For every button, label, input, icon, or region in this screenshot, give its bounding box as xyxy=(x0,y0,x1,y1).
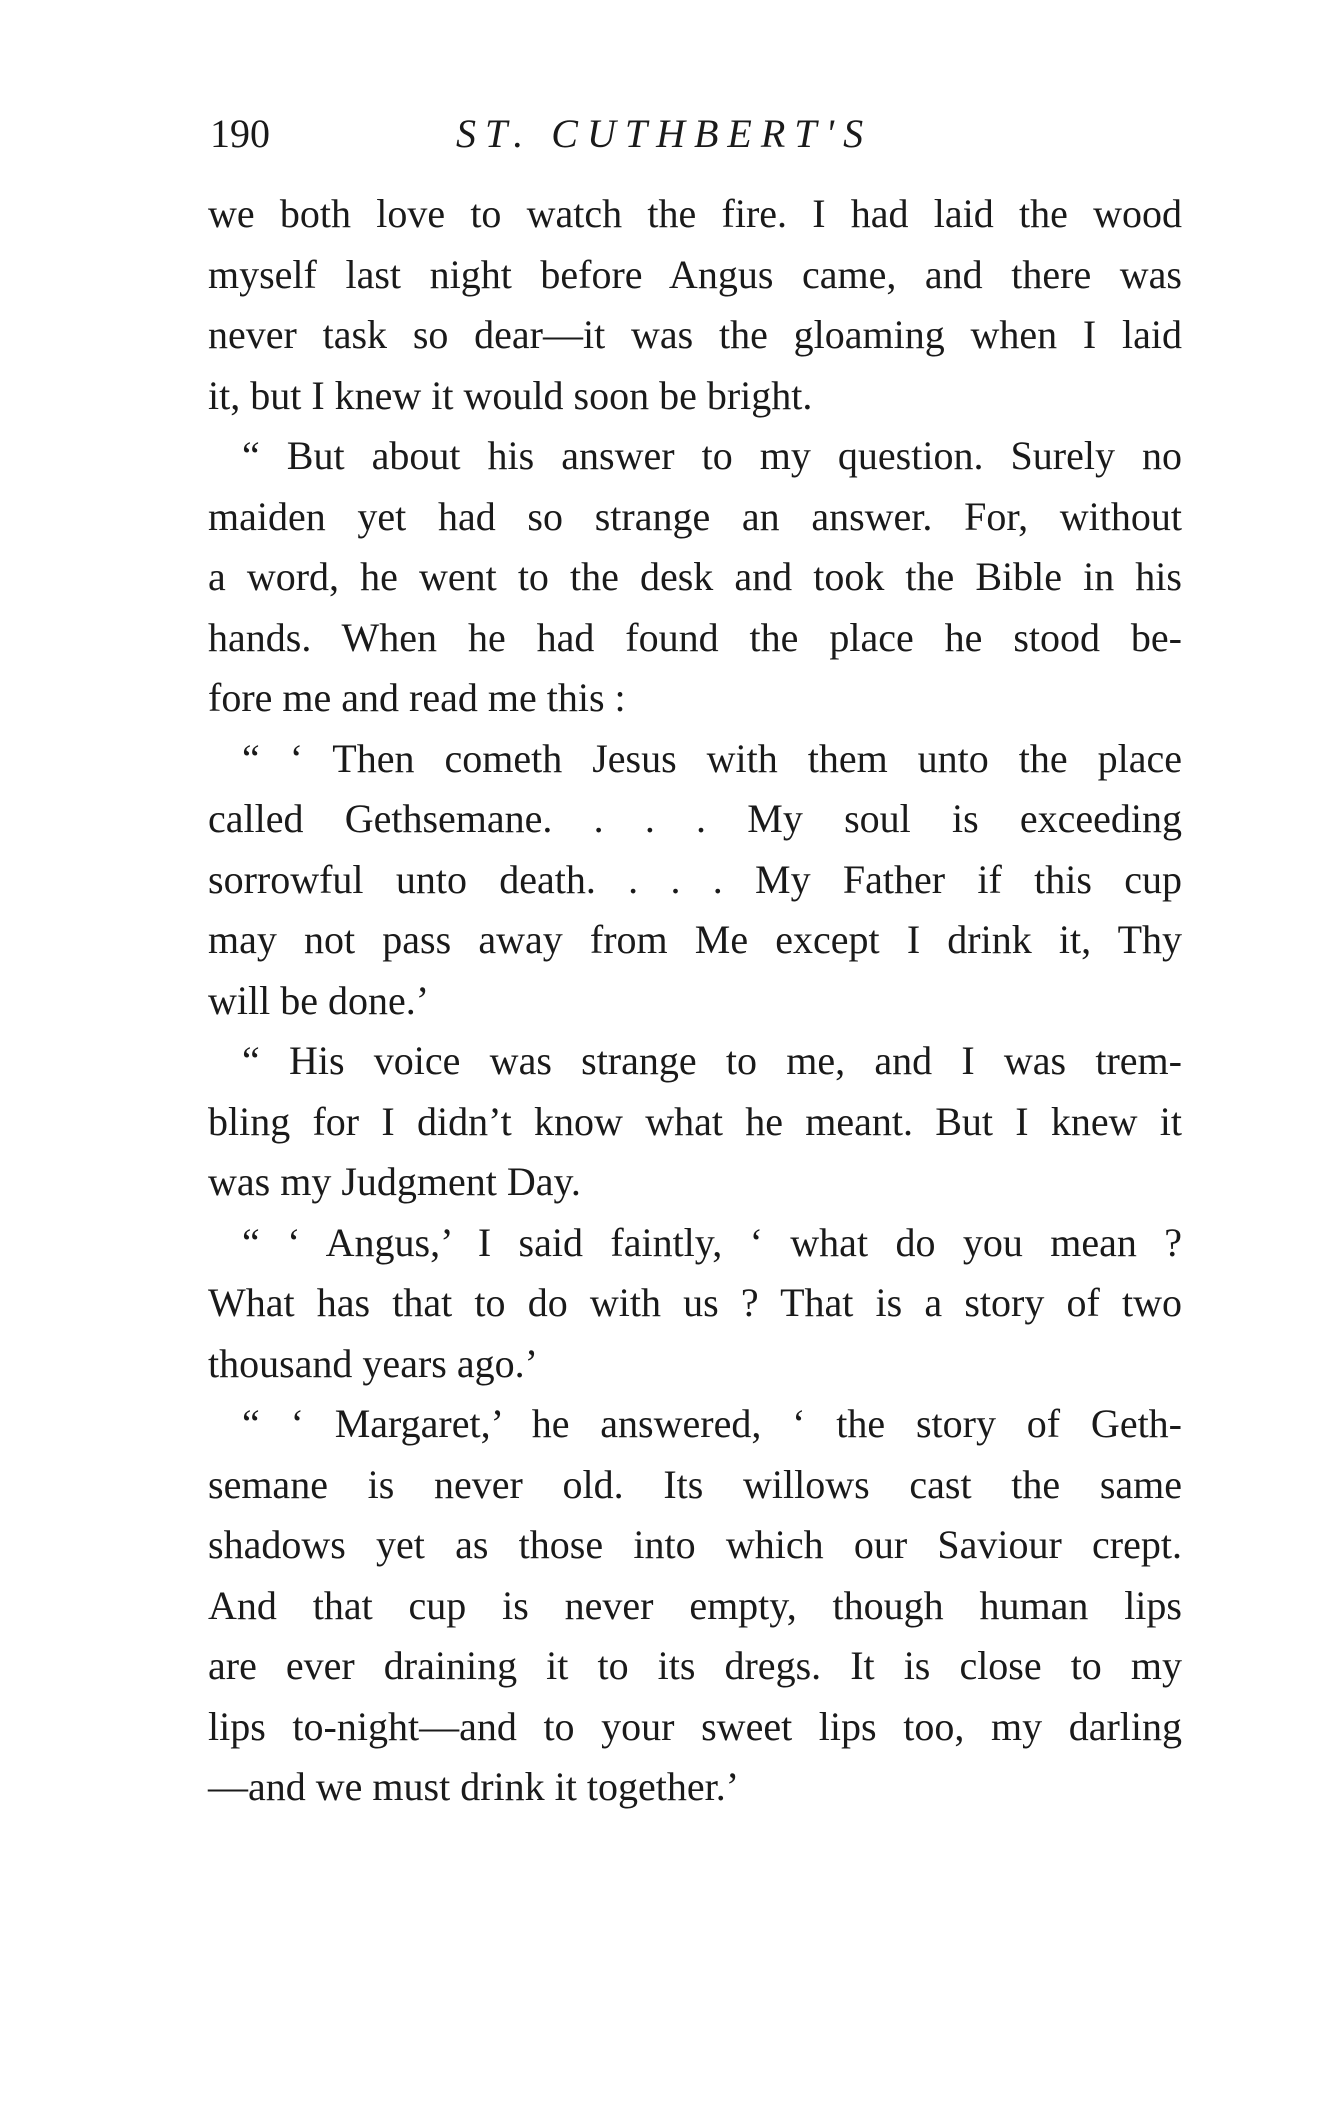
text-line: “ ‘ Angus,’ I said faintly, ‘ what do you mean ? xyxy=(242,1219,1182,1265)
text-line: it, but I knew it would soon be bright. xyxy=(208,372,813,418)
text-line: shadows yet as those into which our Saviour crept. xyxy=(208,1522,1182,1567)
text-line: And that cup is never empty, though human lips xyxy=(208,1582,1182,1628)
text-line: lips to-night—and to your sweet lips too, my darling xyxy=(208,1703,1182,1749)
text-line: semane is never old. Its willows cast the same xyxy=(208,1461,1182,1507)
text-line: was my Judgment Day. xyxy=(208,1159,581,1204)
text-line: sorrowful unto death. . . . My Father if this cup xyxy=(208,856,1182,902)
text-line: we both love to watch the fire. I had laid the wood xyxy=(208,191,1182,236)
paragraph xyxy=(208,729,1182,1032)
text-line: “ His voice was strange to me, and I was trem- xyxy=(242,1038,1182,1083)
text-line: “ But about his answer to my question. Surely no xyxy=(242,433,1182,478)
text-line: never task so dear—it was the gloaming when I laid xyxy=(208,312,1182,357)
text-line: may not pass away from Me except I drink it, Thy xyxy=(208,917,1182,962)
text-line: thousand years ago.’ xyxy=(208,1340,538,1386)
text-line: “ ‘ Margaret,’ he answered, ‘ the story of Geth- xyxy=(242,1401,1182,1446)
paragraph xyxy=(208,426,1182,729)
paragraph xyxy=(208,1213,1182,1395)
running-title: ST. CUTHBERT'S xyxy=(456,111,873,156)
paragraph xyxy=(208,1394,1182,1818)
text-line: “ ‘ Then cometh Jesus with them unto the place xyxy=(242,735,1182,781)
text-line: will be done.’ xyxy=(208,977,430,1023)
text-line: maiden yet had so strange an answer. For, without xyxy=(208,493,1182,539)
text-line: are ever draining it to its dregs. It is close to my xyxy=(208,1643,1182,1688)
text-line: bling for I didn’t know what he meant. But I knew it xyxy=(208,1098,1182,1144)
text-line: —and we must drink it together.’ xyxy=(208,1764,740,1809)
text-line: myself last night before Angus came, and there was xyxy=(208,251,1182,297)
page-number: 190 xyxy=(210,111,270,156)
paragraph xyxy=(208,184,1182,426)
text-line: hands. When he had found the place he stood be- xyxy=(208,614,1182,660)
body-text xyxy=(208,184,1182,1818)
text-line: fore me and read me this : xyxy=(208,675,626,720)
running-head xyxy=(210,104,1180,164)
text-line: What has that to do with us ? That is a story of two xyxy=(208,1280,1182,1325)
text-line: a word, he went to the desk and took the Bible in his xyxy=(208,554,1182,599)
paragraph xyxy=(208,1031,1182,1213)
text-line: called Gethsemane. . . . My soul is exceeding xyxy=(208,796,1182,841)
